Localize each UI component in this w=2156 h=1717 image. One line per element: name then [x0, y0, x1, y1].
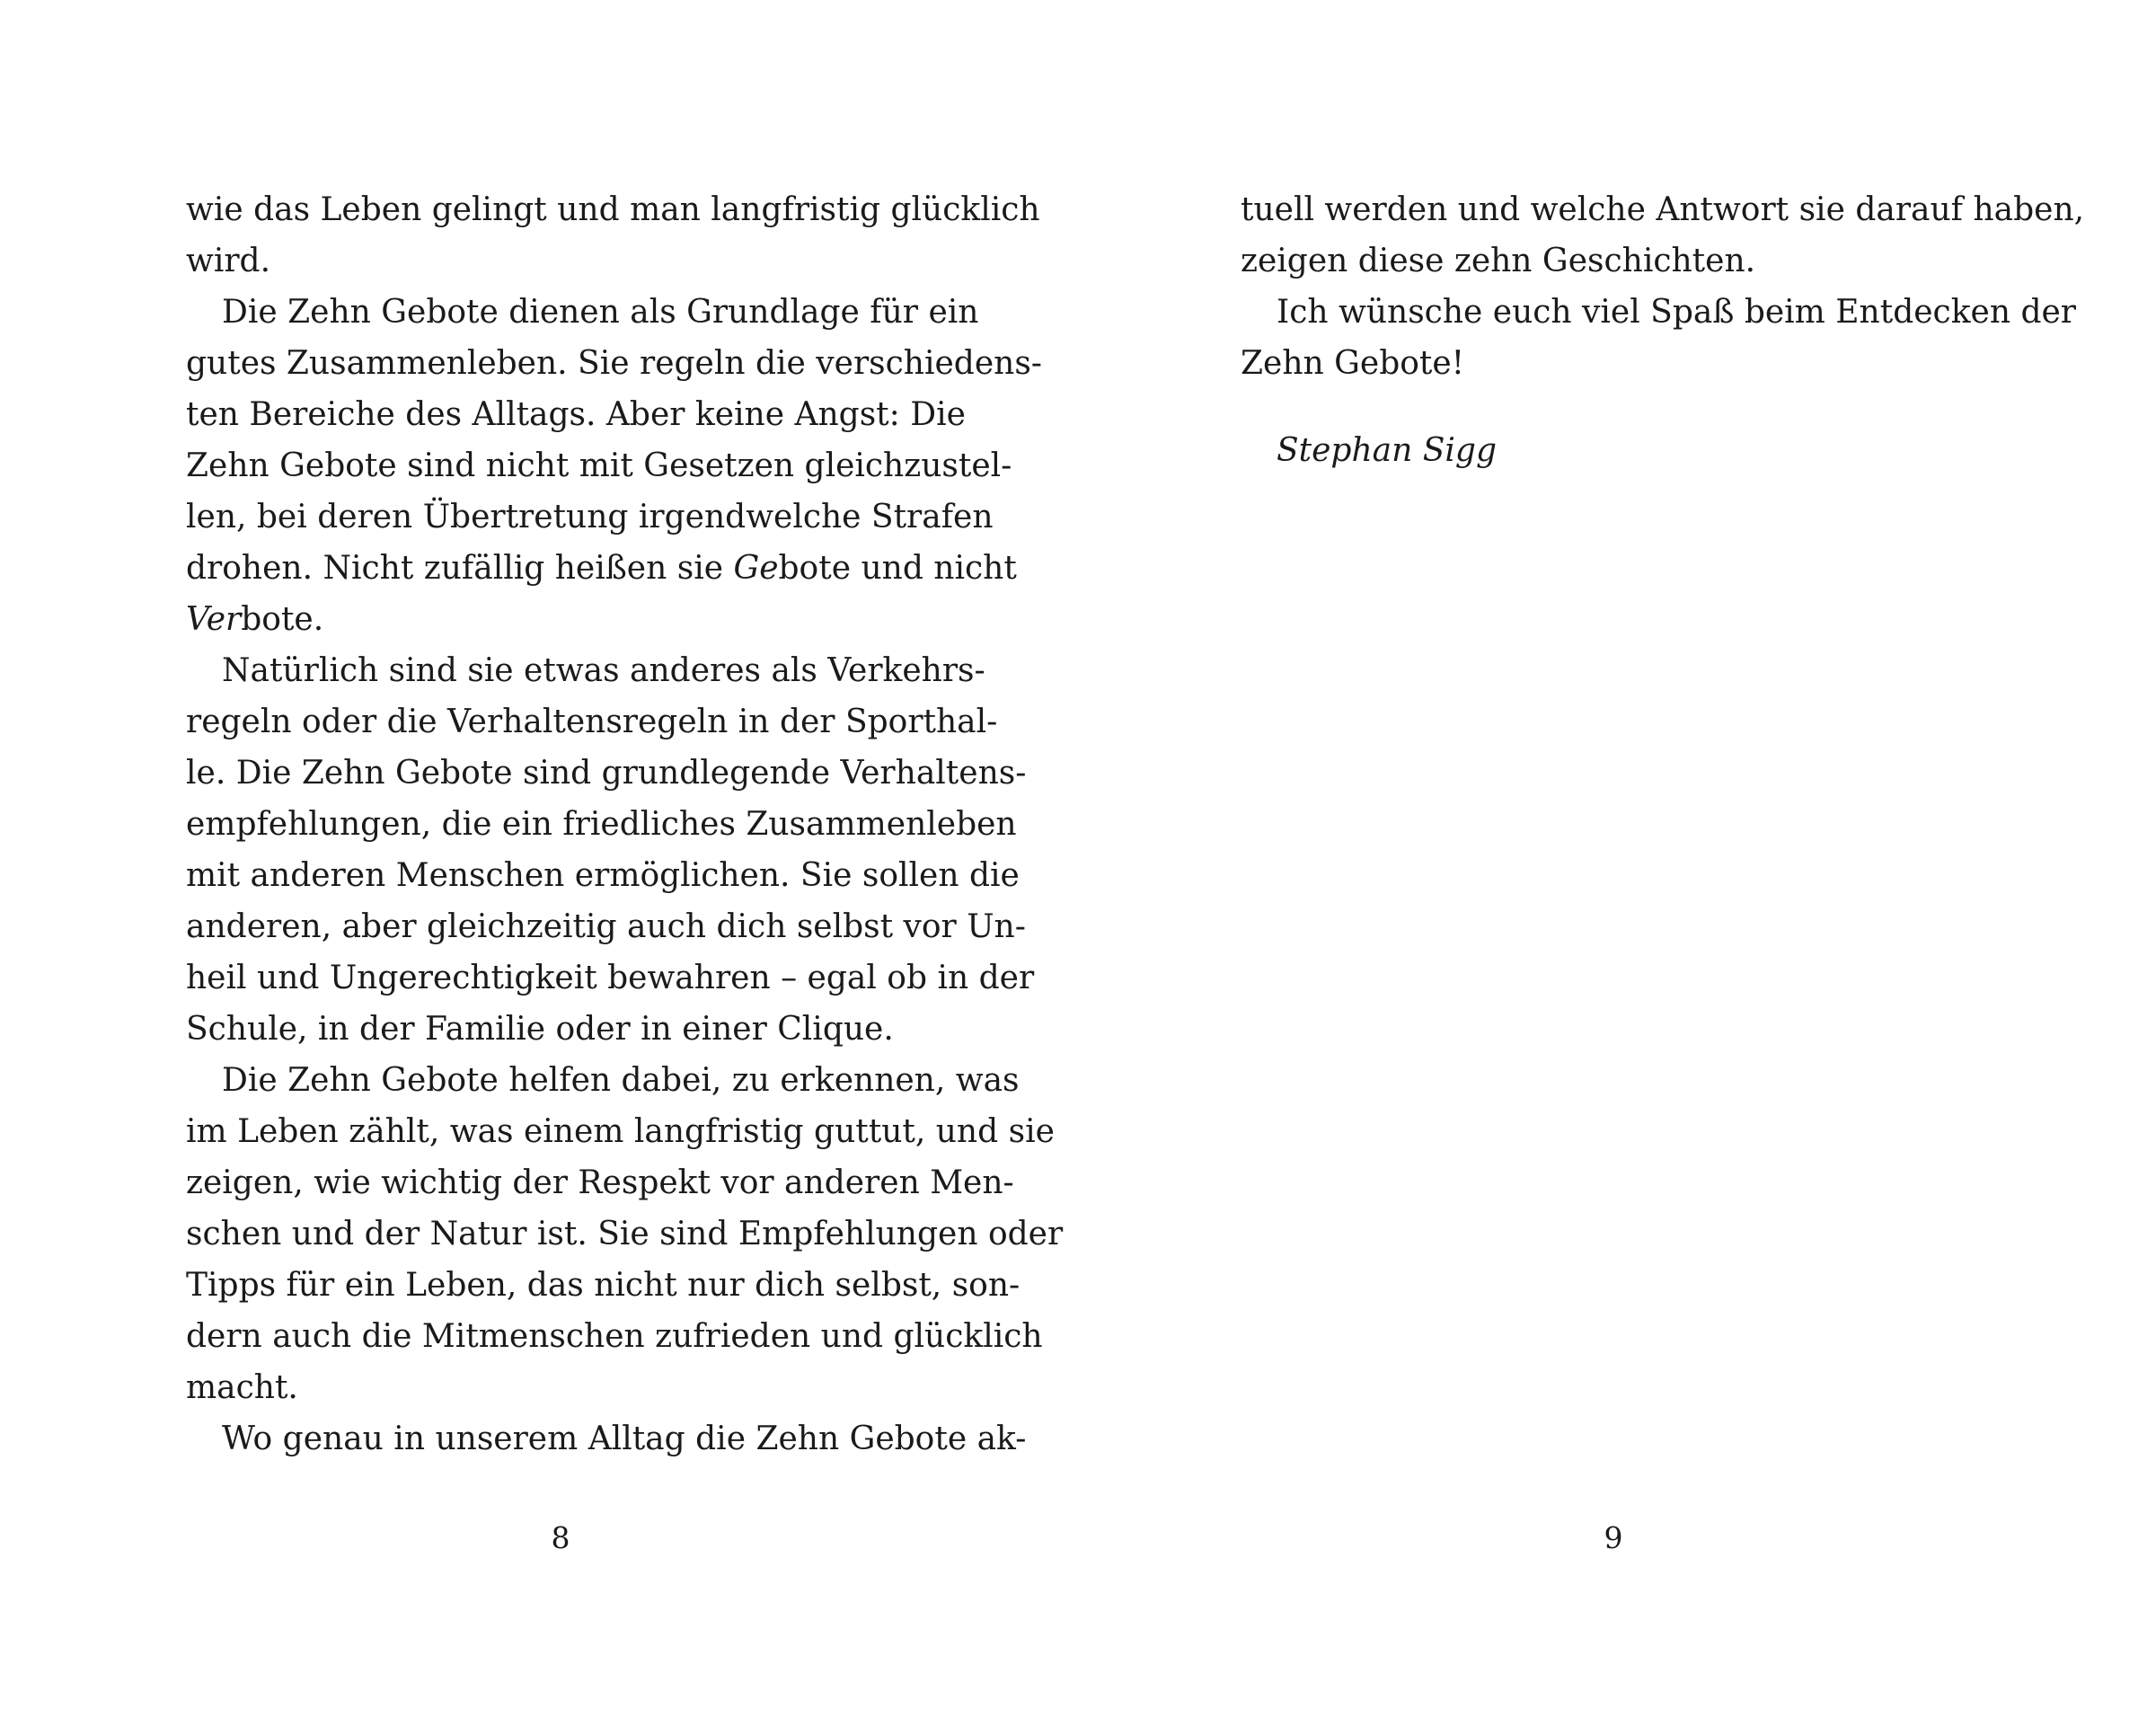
text-line: regeln oder die Verhaltensregeln in der Sporthal-	[186, 704, 998, 740]
text-segment: drohen. Nicht zufällig heißen sie	[186, 550, 734, 587]
text-line: len, bei deren Übertretung irgendwelche Strafen	[186, 499, 994, 535]
text-line: Wo genau in unserem Alltag die Zehn Gebote ak-	[222, 1421, 1027, 1457]
page-number: 8	[551, 1520, 570, 1555]
text-line: gutes Zusammenleben. Sie regeln die verschiedens-	[186, 345, 1042, 382]
text-line: wie das Leben gelingt und man langfristig glücklich	[186, 191, 1040, 228]
text-line: Schule, in der Familie oder in einer Clique.	[186, 1011, 894, 1048]
page-number: 9	[1604, 1520, 1623, 1555]
text-line: im Leben zählt, was einem langfristig guttut, und sie	[186, 1113, 1055, 1150]
text-line: zeigen diese zehn Geschichten.	[1241, 243, 1756, 279]
text-line	[186, 543, 1017, 594]
right-page-text	[1241, 184, 2085, 476]
text-line: Zehn Gebote!	[1241, 345, 1465, 382]
text-line: zeigen, wie wichtig der Respekt vor anderen Men-	[186, 1164, 1014, 1201]
text-line	[186, 594, 936, 645]
text-line: Die Zehn Gebote dienen als Grundlage für ein	[222, 294, 979, 331]
text-line: empfehlungen, die ein friedliches Zusammenleben	[186, 806, 1017, 843]
text-line: Natürlich sind sie etwas anderes als Verkehrs-	[222, 652, 985, 689]
text-line: dern auch die Mitmenschen zufrieden und glücklich	[186, 1318, 1043, 1355]
text-line: mit anderen Menschen ermöglichen. Sie sollen die	[186, 857, 1020, 894]
text-line: le. Die Zehn Gebote sind grundlegende Verhaltens-	[186, 755, 1027, 792]
text-line: heil und Ungerechtigkeit bewahren – egal ob in der	[186, 960, 1035, 996]
text-segment: bote und nicht	[778, 550, 1017, 587]
author-signature: Stephan Sigg	[1277, 432, 1498, 469]
text-line: Ich wünsche euch viel Spaß beim Entdecken der	[1277, 294, 2077, 331]
italic-segment: Ge	[733, 550, 779, 587]
text-line: schen und der Natur ist. Sie sind Empfehlungen oder	[186, 1216, 1064, 1252]
text-line: Zehn Gebote sind nicht mit Gesetzen gleichzustel-	[186, 447, 1012, 484]
text-line: macht.	[186, 1369, 298, 1406]
italic-segment: Ver	[186, 601, 242, 638]
text-line: Die Zehn Gebote helfen dabei, zu erkennen, was	[222, 1062, 1020, 1099]
text-line: tuell werden und welche Antwort sie darauf haben,	[1241, 191, 2085, 228]
text-line: ten Bereiche des Alltags. Aber keine Angst: Die	[186, 396, 966, 433]
right-page	[1078, 0, 2156, 1717]
text-line: anderen, aber gleichzeitig auch dich selbst vor Un-	[186, 908, 1026, 945]
text-line: Tipps für ein Leben, das nicht nur dich selbst, son-	[186, 1267, 1021, 1304]
text-segment: bote.	[241, 601, 324, 638]
left-page-text	[186, 184, 1064, 1465]
text-line: wird.	[186, 243, 271, 279]
